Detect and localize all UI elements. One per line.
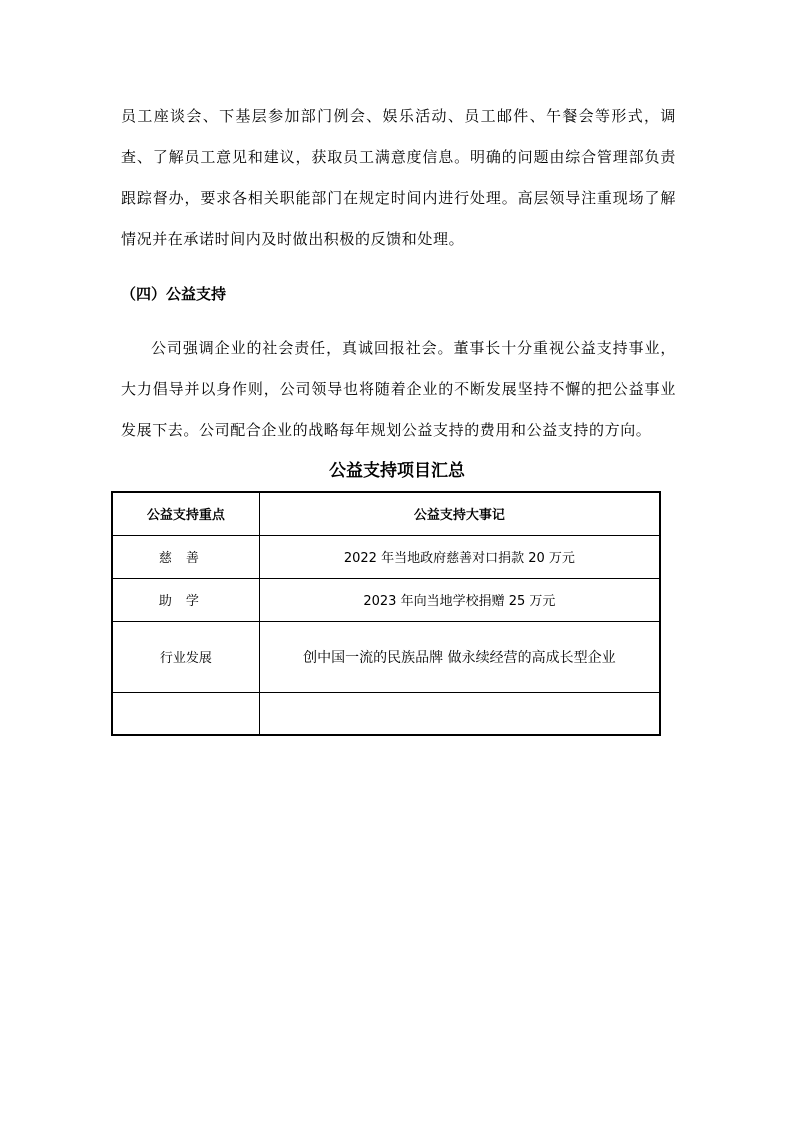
column-header: 公益支持大事记 xyxy=(259,492,660,535)
table-header-row xyxy=(112,492,660,535)
table-cell-event: 2023 年向当地学校捐赠 25 万元 xyxy=(259,578,660,621)
table-row xyxy=(112,621,660,692)
charity-summary-table xyxy=(111,491,661,736)
column-header: 公益支持重点 xyxy=(112,492,259,535)
table-cell-event: 创中国一流的民族品牌 做永续经营的高成长型企业 xyxy=(259,621,660,692)
table-cell-focus: 助学 xyxy=(112,578,259,621)
table-cell-event: 2022 年当地政府慈善对口捐款 20 万元 xyxy=(259,535,660,578)
section-heading: （四）公益支持 xyxy=(121,285,227,303)
body-paragraph: 员工座谈会、下基层参加部门例会、娱乐活动、员工邮件、午餐会等形式，调查、了解员工意见和建议，获取员工满意度信息。明确的问题由综合管理部负责跟踪督办，要求各相关职能部门在规定时间内进行处理。高层领导注重现场了解情况并在承诺时间内及时做出积极的反馈和处理。 xyxy=(121,107,676,248)
body-paragraph: 公司强调企业的社会责任，真诚回报社会。董事长十分重视公益支持事业，大力倡导并以身作则，公司领导也将随着企业的不断发展坚持不懈的把公益事业发展下去。公司配合企业的战略每年规划公益支持的费用和公益支持的方向。 xyxy=(121,339,676,439)
table-cell-focus: 行业发展 xyxy=(112,621,259,692)
table-row xyxy=(112,692,660,735)
table-title: 公益支持项目汇总 xyxy=(329,461,465,481)
table-cell-focus xyxy=(112,692,259,735)
table-row xyxy=(112,535,660,578)
table-row xyxy=(112,578,660,621)
table-cell-focus: 慈善 xyxy=(112,535,259,578)
table-cell-event xyxy=(259,692,660,735)
